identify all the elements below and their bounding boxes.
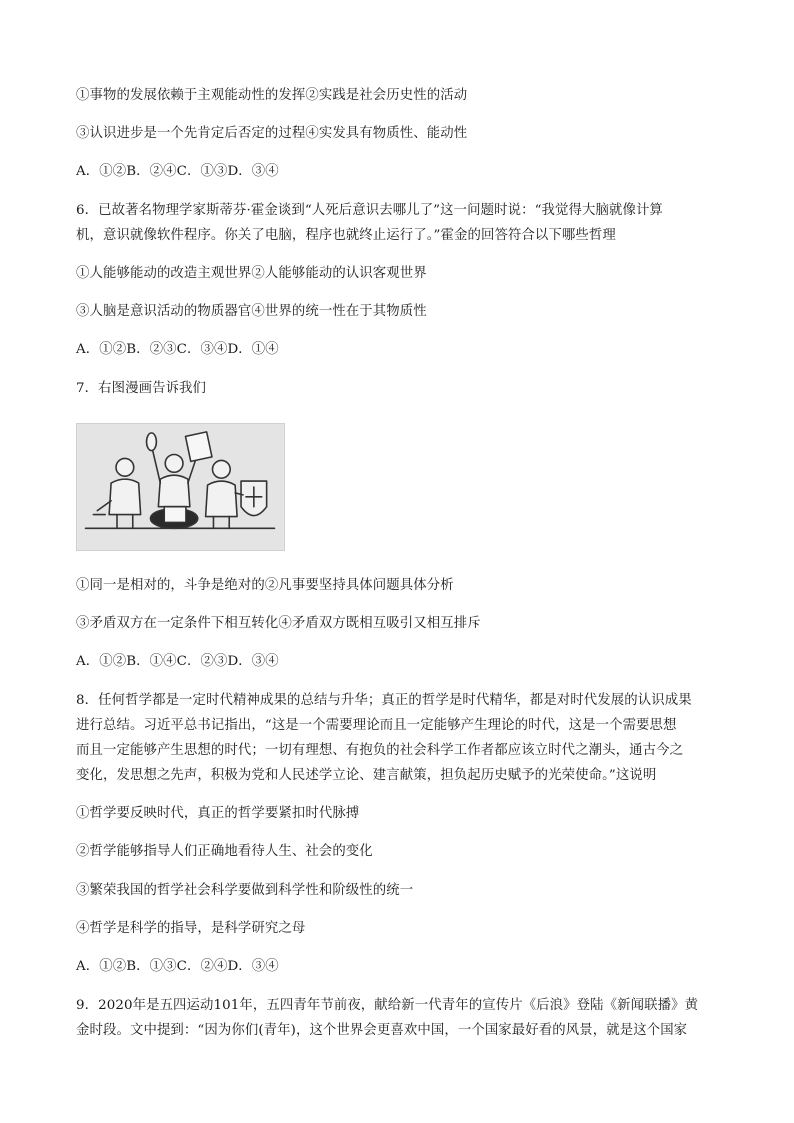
answer-choices: A．①②B．①③C．②④D．③④ — [76, 959, 279, 974]
question-8-stem: 变化，发思想之先声，积极为党和人民述学立论、建言献策，担负起历史赋予的光荣使命。”这说明 — [76, 768, 657, 783]
option-statement-line: ③矛盾双方在一定条件下相互转化④矛盾双方既相互吸引又相互排斥 — [76, 616, 481, 631]
question-6-stem: 机，意识就像软件程序。你关了电脑，程序也就终止运行了。”霍金的回答符合以下哪些哲理 — [76, 228, 616, 243]
option-statement-line: ①人能够能动的改造主观世界②人能够能动的认识客观世界 — [76, 266, 427, 281]
question-9-stem: 9．2020年是五四运动101年，五四青年节前夜，献给新一代青年的宣传片《后浪》登陆《新闻联播》黄 — [76, 998, 699, 1013]
option-statement-line: ①同一是相对的，斗争是绝对的②凡事要坚持具体问题具体分析 — [76, 578, 454, 593]
answer-choices: A．①②B．②③C．③④D．①④ — [76, 342, 279, 357]
answer-choices: A．①②B．①④C．②③D．③④ — [76, 654, 279, 669]
question-7-stem: 7．右图漫画告诉我们 — [76, 381, 207, 396]
option-statement-line: ③认识进步是一个先肯定后否定的过程④实发具有物质性、能动性 — [76, 126, 468, 141]
option-statement-line: ④哲学是科学的指导，是科学研究之母 — [76, 921, 306, 936]
option-statement-line: ③人脑是意识活动的物质器官④世界的统一性在于其物质性 — [76, 304, 427, 319]
question-8-stem: 而且一定能够产生思想的时代；一切有理想、有抱负的社会科学工作者都应该立时代之潮头，通古今之 — [76, 743, 684, 758]
question-8-stem: 8．任何哲学都是一定时代精神成果的总结与升华；真正的哲学是时代精华，都是对时代发展的认识成果 — [76, 693, 692, 708]
option-statement-line: ①哲学要反映时代，真正的哲学要紧扣时代脉搏 — [76, 806, 360, 821]
option-statement-line: ①事物的发展依赖于主观能动性的发挥②实践是社会历史性的活动 — [76, 88, 468, 103]
cartoon-image — [76, 423, 285, 551]
question-6-stem: 6．已故著名物理学家斯蒂芬·霍金谈到“人死后意识去哪儿了”这一问题时说：“我觉得大脑就像计算 — [76, 203, 663, 218]
option-statement-line: ②哲学能够指导人们正确地看待人生、社会的变化 — [76, 844, 373, 859]
question-8-stem: 进行总结。习近平总书记指出，“这是一个需要理论而且一定能够产生理论的时代，这是一个需要思想 — [76, 718, 677, 733]
answer-choices: A．①②B．②④C．①③D．③④ — [76, 164, 279, 179]
option-statement-line: ③繁荣我国的哲学社会科学要做到科学性和阶级性的统一 — [76, 883, 414, 898]
question-9-stem: 金时段。文中提到：“因为你们(青年)，这个世界会更喜欢中国，一个国家最好看的风景，就是这个国家 — [76, 1023, 688, 1038]
